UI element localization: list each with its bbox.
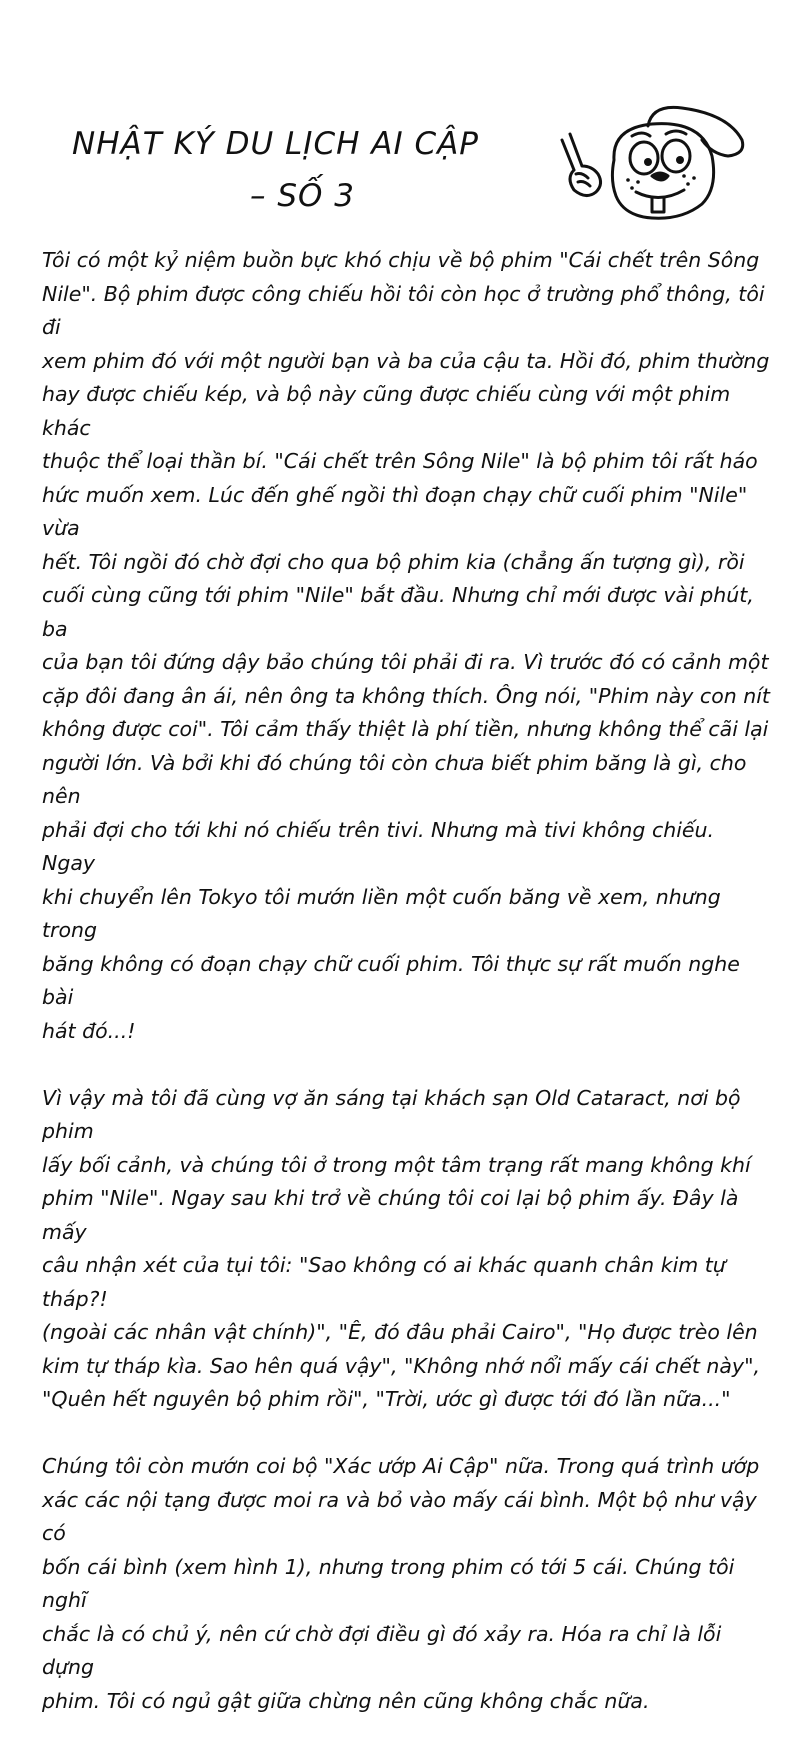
paragraph-3: Chúng tôi còn mướn coi bộ "Xác ướp Ai Cập" nữa. Trong quá trình ướp xác các nội tạng được moi ra và bỏ vào mấy cái bình. Một bộ như vậy có bốn cái bình (xem hình 1), nhưng trong phim có tới 5 cái. Chúng tôi nghĩ chắc là có chủ ý, nên cứ chờ đợi điều gì đó xảy ra. Hóa ra chỉ là lỗi dựng phim. Tôi có ngủ gật giữa chừng nên cũng không chắc nữa. bbox=[42, 1454, 760, 1713]
cartoon-dog-peace-sign-icon bbox=[552, 100, 752, 230]
paragraph-1: Tôi có một kỷ niệm buồn bực khó chịu về bộ phim "Cái chết trên Sông Nile". Bộ phim được công chiếu hồi tôi còn học ở trường phổ thông, tôi đi xem phim đó với một người bạn và ba của cậu ta. Hồi đó, phim thường hay được chiếu kép, và bộ này cũng được chiếu cùng với một phim khác thuộc thể loại thần bí. "Cái chết trên Sông Nile" là bộ phim tôi rất háo hức muốn xem. Lúc đến ghế ngồi thì đoạn chạy chữ cuối phim "Nile" vừa hết. Tôi ngồi đó chờ đợi cho qua bộ phim kia (chẳng ấn tượng gì), rồi cuối cùng cũng tới phim "Nile" bắt đầu. Nhưng chỉ mới được vài phút, ba của bạn tôi đứng dậy bảo chúng tôi phải đi ra. Vì trước đó có cảnh một cặp đôi đang ân ái, nên ông ta không thích. Ông nói, "Phim này con nít không được coi". Tôi cảm thấy thiệt là phí tiền, nhưng không thể cãi lại người lớn. Và bởi khi đó chúng tôi còn chưa biết phim băng là gì, cho nên phải đợi cho tới khi nó chiếu trên tivi. Nhưng mà tivi không chiếu. Ngay khi chuyển lên Tokyo tôi mướn liền một cuốn băng về xem, nhưng trong băng không có đoạn chạy chữ cuối phim. Tôi thực sự rất muốn nghe bài hát đó...! bbox=[42, 248, 770, 1043]
page-title: NHẬT KÝ DU LỊCH AI CẬP bbox=[72, 126, 480, 162]
paragraph-2: Vì vậy mà tôi đã cùng vợ ăn sáng tại khách sạn Old Cataract, nơi bộ phim lấy bối cảnh, và chúng tôi ở trong một tâm trạng rất mang không khí phim "Nile". Ngay sau khi trở về chúng tôi coi lại bộ phim ấy. Đây là mấy câu nhận xét của tụi tôi: "Sao không có ai khác quanh chân kim tự tháp?! (ngoài các nhân vật chính)", "Ê, đó đâu phải Cairo", "Họ được trèo lên kim tự tháp kìa. Sao hên quá vậy", "Không nhớ nổi mấy cái chết này", "Quên hết nguyên bộ phim rồi", "Trời, ước gì được tới đó lần nữa..." bbox=[42, 1085, 761, 1411]
page-subtitle: – SỐ 3 bbox=[250, 178, 356, 214]
diary-body bbox=[42, 244, 772, 1752]
